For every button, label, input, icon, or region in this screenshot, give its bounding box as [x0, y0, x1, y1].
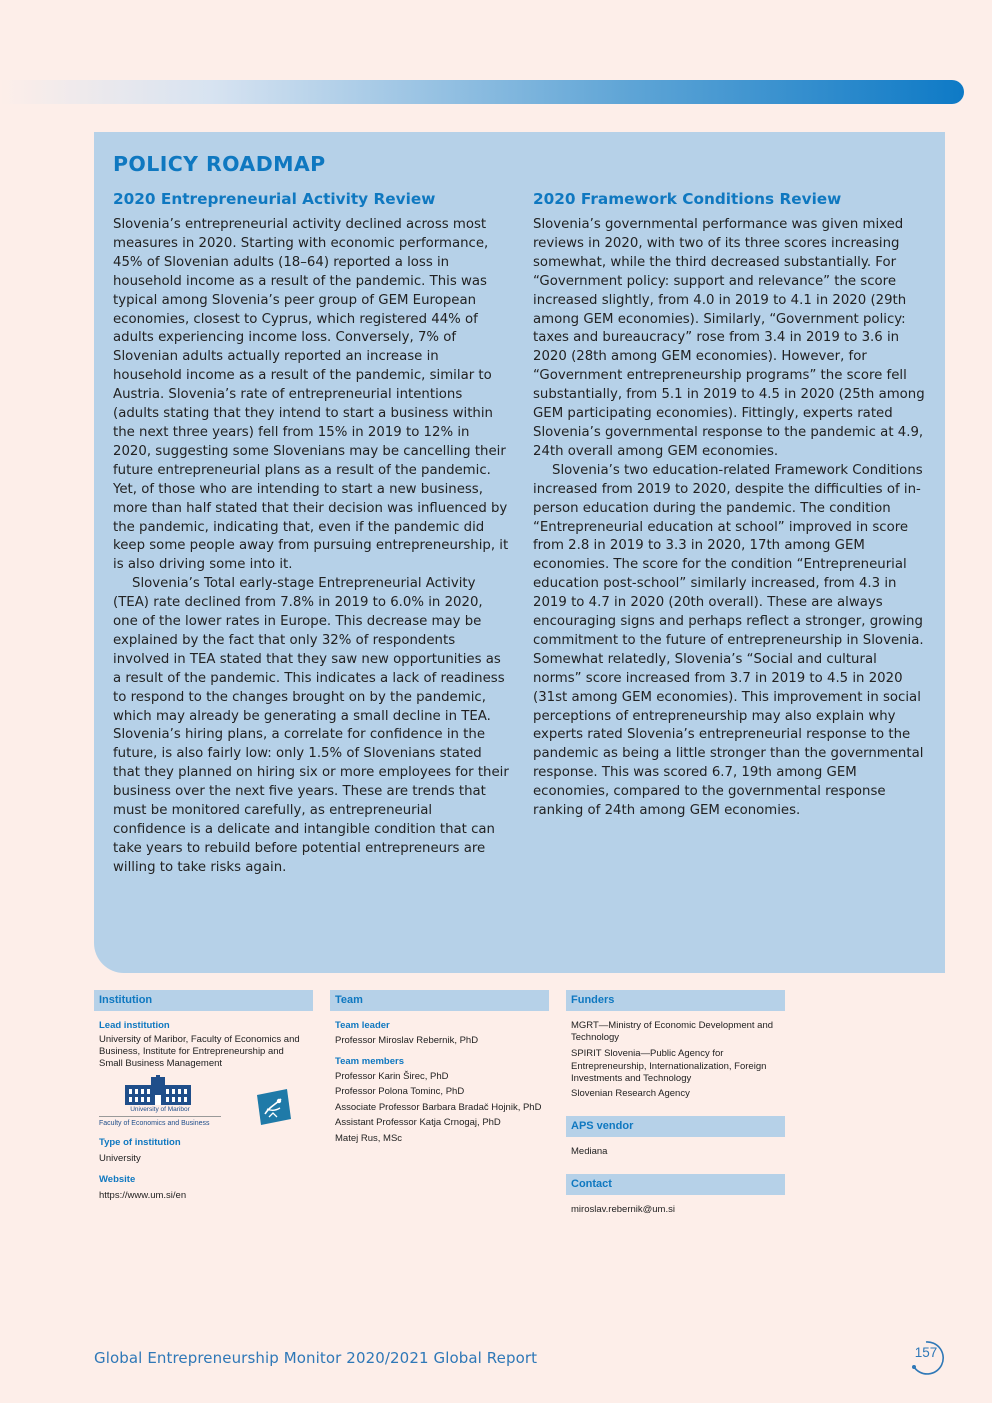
logo-university-name: University of Maribor	[130, 1105, 190, 1113]
faculty-emblem-icon	[253, 1087, 293, 1127]
university-of-maribor-logo	[99, 1075, 221, 1133]
paragraph: Slovenia’s Total early-stage Entrepreneurial Activity (TEA) rate declined from 7.8% in 2019 to 6.0% in 2020, one of the lower rates in Europe. This decrease may be explained by the fact that only 32% of respondents involved in TEA stated that they saw new opportunities as a result of the pandemic. This indicates a lack of readiness to respond to the changes brought on by the pandemic, which may already be generating a small decline in TEA. Slovenia’s hiring plans, a correlate for confidence in the future, is also fairly low: only 1.5% of Slovenians stated that they planned on hiring six or more employees for their business over the next five years. These are trends that must be monitored carefully, as entrepreneurial confidence is a delicate and intangible condition that can take years to rebuild before potential entrepreneurs are willing to take risks again.	[113, 576, 509, 875]
header-gradient-bar	[0, 80, 964, 104]
paragraph: Slovenia’s two education-related Framework Conditions increased from 2019 to 2020, despite the difficulties of in-person education during the pandemic. The condition “Entrepreneurial education at school” improved in score from 2.8 in 2019 to 3.3 in 2020, 17th among GEM economies. The score for the condition “Entrepreneurial education post-school” similarly increased, from 4.3 in 2019 to 4.7 in 2020 (20th overall). These are always encouraging signs and perhaps reflect a stronger, growing commitment to the future of entrepreneurship in Slovenia. Somewhat relatedly, Slovenia’s “Social and cultural norms” score increased from 3.7 in 2019 to 4.5 in 2020 (31st among GEM economies). This improvement in social perceptions of entrepreneurship may also explain why experts rated Slovenia’s entrepreneurial response to the pandemic as being a little stronger than the governmental response. This was scored 6.7, 19th among GEM economies, compared to the governmental response ranking of 24th among GEM economies.	[533, 462, 924, 819]
contact-email-link[interactable]: miroslav.rebernik@um.si	[571, 1204, 675, 1216]
column-heading: 2020 Framework Conditions Review	[533, 190, 842, 208]
funders-header: Funders	[566, 990, 785, 1011]
institution-header: Institution	[94, 990, 313, 1011]
team-leader-label: Team leader	[335, 1020, 390, 1031]
institution-block	[94, 990, 313, 1202]
team-member: Associate Professor Barbara Bradač Hojnik, PhD	[335, 1101, 542, 1113]
team-members-label: Team members	[335, 1056, 404, 1068]
institution-logos	[99, 1075, 308, 1137]
team-header: Team	[330, 990, 549, 1011]
aps-vendor-name: Mediana	[571, 1146, 608, 1158]
footer-report-title: Global Entrepreneurship Monitor 2020/2021 Global Report	[94, 1349, 538, 1367]
team-block	[330, 990, 549, 1145]
column-heading: 2020 Entrepreneurial Activity Review	[113, 190, 436, 208]
type-of-institution-text: University	[99, 1152, 141, 1164]
website-link[interactable]: https://www.um.si/en	[99, 1189, 187, 1201]
page-number: 157	[914, 1345, 938, 1360]
aps-vendor-header: APS vendor	[566, 1116, 785, 1137]
page-title: POLICY ROADMAP	[113, 152, 326, 176]
logo-divider	[99, 1116, 221, 1117]
funder-item: Slovenian Research Agency	[571, 1088, 690, 1100]
framework-conditions-column	[533, 190, 929, 821]
lead-institution-text: University of Maribor, Faculty of Economics and Business, Institute for Entrepreneurship and Small Business Management	[99, 1034, 300, 1070]
funders-block	[566, 990, 785, 1217]
university-building-icon	[125, 1075, 191, 1105]
team-leader-name: Professor Miroslav Rebernik, PhD	[335, 1035, 479, 1046]
team-member: Matej Rus, MSc	[335, 1133, 403, 1145]
team-member: Professor Polona Tominc, PhD	[335, 1086, 465, 1098]
paragraph: Slovenia’s governmental performance was given mixed reviews in 2020, with two of its three scores increasing somewhat, while the third decreased substantially. For “Government policy: support and relevance” the score increased slightly, from 4.0 in 2019 to 4.1 in 2020 (29th among GEM economies). Similarly, “Government policy: taxes and bureaucracy” rose from 3.4 in 2019 to 3.6 in 2020 (28th among GEM economies). However, for “Government entrepreneurship programs” the score fell substantially, from 5.1 in 2019 to 4.5 in 2020 (25th among GEM participating economies). Fittingly, experts rated Slovenia’s governmental response to the pandemic at 4.9, 24th overall among GEM economies.	[533, 217, 925, 459]
team-member: Assistant Professor Katja Crnogaj, PhD	[335, 1116, 501, 1128]
funder-item: SPIRIT Slovenia—Public Agency for Entrepreneurship, Internationalization, Foreign Investments and Technology	[571, 1048, 767, 1084]
type-of-institution-label: Type of institution	[99, 1136, 181, 1148]
funder-item: MGRT—Ministry of Economic Development and Technology	[571, 1020, 774, 1044]
policy-roadmap-panel	[94, 132, 945, 973]
entrepreneurial-activity-column	[113, 190, 509, 878]
logo-faculty-name: Faculty of Economics and Business	[99, 1119, 210, 1127]
contact-header: Contact	[566, 1174, 785, 1195]
website-label: Website	[99, 1173, 136, 1185]
paragraph: Slovenia’s entrepreneurial activity declined across most measures in 2020. Starting with economic performance, 45% of Slovenian adults (18–64) reported a loss in household income as a result of the pandemic. This was typical among Slovenia’s peer group of GEM European economies, closest to Cyprus, which registered 44% of adults experiencing income loss. Conversely, 7% of Slovenian adults actually reported an increase in household income as a result of the pandemic, similar to Austria. Slovenia’s rate of entrepreneurial intentions (adults stating that they intend to start a business within the next three years) fell from 15% in 2019 to 12% in 2020, suggesting some Slovenians may be cancelling their future entrepreneurial plans as a result of the pandemic. Yet, of those who are intending to start a new business, more than half stated that their decision was influenced by the pandemic, indicating that, even if the pandemic did keep some people away from pursuing entrepreneurship, it is also driving some into it.	[113, 217, 509, 573]
team-member: Professor Karin Širec, PhD	[335, 1071, 449, 1083]
lead-institution-label: Lead institution	[99, 1020, 170, 1031]
page-number-badge	[908, 1339, 948, 1375]
